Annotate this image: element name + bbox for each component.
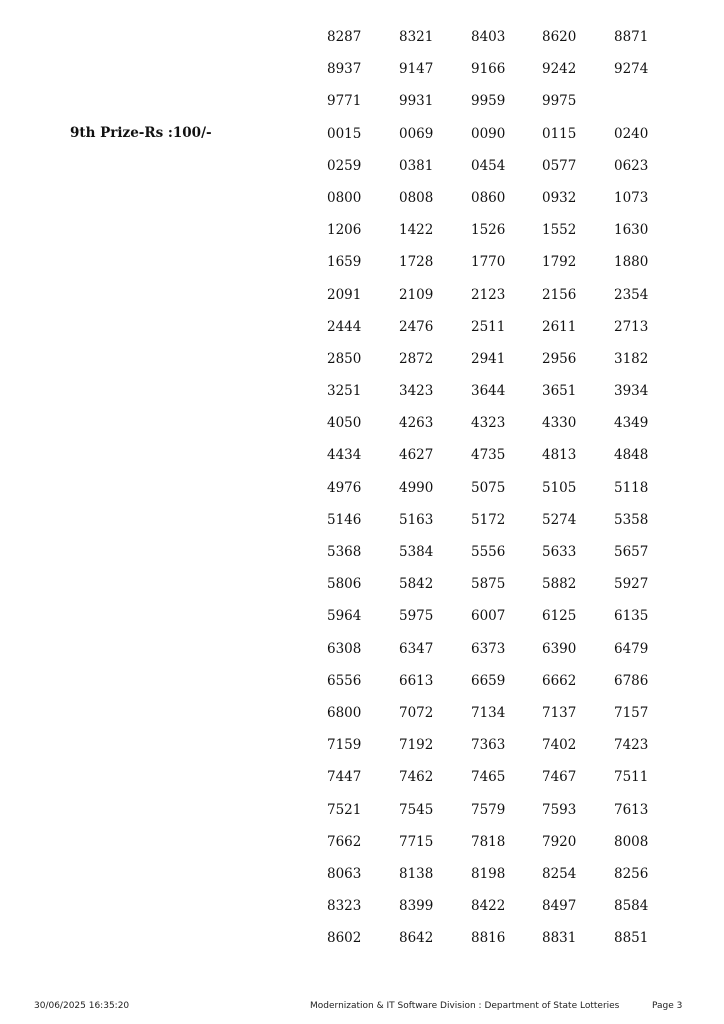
winning-number: 0623 bbox=[614, 157, 649, 174]
number-row bbox=[327, 253, 667, 285]
winning-number: 1659 bbox=[327, 254, 362, 271]
winning-number: 7662 bbox=[327, 833, 362, 850]
winning-number: 7363 bbox=[471, 737, 506, 754]
winning-number: 8323 bbox=[327, 898, 362, 915]
number-row bbox=[327, 60, 667, 92]
winning-number: 1630 bbox=[614, 222, 649, 239]
number-row bbox=[327, 736, 667, 768]
winning-number: 2872 bbox=[399, 350, 434, 367]
winning-number: 2444 bbox=[327, 318, 362, 335]
winning-number: 3644 bbox=[471, 383, 506, 400]
winning-number: 7072 bbox=[399, 704, 434, 721]
winning-number: 8063 bbox=[327, 865, 362, 882]
winning-number: 8871 bbox=[614, 29, 649, 45]
winning-number: 5964 bbox=[327, 608, 362, 625]
winning-number: 6613 bbox=[399, 672, 434, 689]
winning-number: 2354 bbox=[614, 286, 649, 303]
number-row bbox=[327, 640, 667, 672]
number-row bbox=[327, 125, 667, 157]
number-row bbox=[327, 865, 667, 897]
number-row bbox=[327, 768, 667, 800]
winning-number: 0259 bbox=[327, 157, 362, 174]
page-footer bbox=[0, 1000, 724, 1014]
winning-number: 2511 bbox=[471, 318, 506, 335]
winning-number: 7462 bbox=[399, 769, 434, 786]
winning-number: 5882 bbox=[542, 576, 577, 593]
winning-number: 8403 bbox=[471, 29, 506, 45]
winning-number: 2611 bbox=[542, 318, 577, 335]
winning-number: 6135 bbox=[614, 608, 649, 625]
winning-number: 3651 bbox=[542, 383, 577, 400]
winning-number: 7579 bbox=[471, 801, 506, 818]
winning-number: 5975 bbox=[399, 608, 434, 625]
number-row bbox=[327, 318, 667, 350]
winning-number: 0860 bbox=[471, 189, 506, 206]
winning-number: 3251 bbox=[327, 383, 362, 400]
winning-number: 4976 bbox=[327, 479, 362, 496]
winning-number: 9147 bbox=[399, 61, 434, 78]
number-row bbox=[327, 157, 667, 189]
winning-number: 8287 bbox=[327, 29, 362, 45]
winning-number: 1728 bbox=[399, 254, 434, 271]
winning-number: 7818 bbox=[471, 833, 506, 850]
winning-number: 4263 bbox=[399, 415, 434, 432]
winning-number: 4848 bbox=[614, 447, 649, 464]
number-row bbox=[327, 672, 667, 704]
winning-number: 8602 bbox=[327, 930, 362, 947]
winning-number: 6662 bbox=[542, 672, 577, 689]
winning-number: 3934 bbox=[614, 383, 649, 400]
winning-number: 6347 bbox=[399, 640, 434, 657]
winning-number: 1422 bbox=[399, 222, 434, 239]
winning-number: 1526 bbox=[471, 222, 506, 239]
winning-number: 9274 bbox=[614, 61, 649, 78]
winning-number: 4627 bbox=[399, 447, 434, 464]
winning-number: 0015 bbox=[327, 125, 362, 142]
number-row bbox=[327, 382, 667, 414]
footer-timestamp: 30/06/2025 16:35:20 bbox=[34, 1001, 130, 1011]
winning-number: 5657 bbox=[614, 544, 649, 560]
winning-number: 8851 bbox=[614, 930, 649, 947]
winning-number: 5927 bbox=[614, 576, 649, 593]
winning-number: 2956 bbox=[542, 350, 577, 367]
winning-number: 5118 bbox=[614, 479, 649, 496]
winning-number: 7159 bbox=[327, 737, 362, 754]
winning-number: 8138 bbox=[399, 865, 434, 882]
winning-number: 4735 bbox=[471, 447, 506, 464]
number-row bbox=[327, 92, 667, 124]
winning-number: 2941 bbox=[471, 350, 506, 367]
winning-number: 0577 bbox=[542, 157, 577, 174]
winning-number: 4330 bbox=[542, 415, 577, 432]
winning-number: 2476 bbox=[399, 318, 434, 335]
winning-number: 6786 bbox=[614, 672, 649, 689]
number-row bbox=[327, 414, 667, 446]
footer-division: Modernization & IT Software Division : Department of State Lotteries bbox=[310, 1001, 620, 1011]
number-row bbox=[327, 28, 667, 60]
winning-numbers-grid bbox=[327, 28, 667, 961]
winning-number: 8831 bbox=[542, 930, 577, 947]
winning-number: 1770 bbox=[471, 254, 506, 271]
number-row bbox=[327, 221, 667, 253]
winning-number: 6373 bbox=[471, 640, 506, 657]
winning-number: 5806 bbox=[327, 576, 362, 593]
winning-number: 7465 bbox=[471, 769, 506, 786]
number-row bbox=[327, 801, 667, 833]
winning-number: 7423 bbox=[614, 737, 649, 754]
number-row bbox=[327, 575, 667, 607]
winning-number: 7511 bbox=[614, 769, 649, 786]
winning-number: 4349 bbox=[614, 415, 649, 432]
winning-number: 5075 bbox=[471, 479, 506, 496]
winning-number: 6659 bbox=[471, 672, 506, 689]
winning-number: 9931 bbox=[399, 93, 434, 110]
winning-number: 9166 bbox=[471, 61, 506, 78]
number-row bbox=[327, 543, 667, 575]
winning-number: 1206 bbox=[327, 222, 362, 239]
winning-number: 8422 bbox=[471, 898, 506, 915]
winning-number: 7593 bbox=[542, 801, 577, 818]
winning-number: 6125 bbox=[542, 608, 577, 625]
winning-number: 2850 bbox=[327, 350, 362, 367]
winning-number: 0454 bbox=[471, 157, 506, 174]
winning-number: 5556 bbox=[471, 544, 506, 560]
number-row bbox=[327, 286, 667, 318]
winning-number: 5633 bbox=[542, 544, 577, 560]
winning-number: 7715 bbox=[399, 833, 434, 850]
footer-page-number: Page 3 bbox=[652, 1001, 683, 1011]
winning-number: 5842 bbox=[399, 576, 434, 593]
winning-number: 6308 bbox=[327, 640, 362, 657]
number-row bbox=[327, 189, 667, 221]
winning-number: 8816 bbox=[471, 930, 506, 947]
winning-number: 8198 bbox=[471, 865, 506, 882]
winning-number: 2123 bbox=[471, 286, 506, 303]
winning-number: 6479 bbox=[614, 640, 649, 657]
winning-number: 8256 bbox=[614, 865, 649, 882]
winning-number: 7402 bbox=[542, 737, 577, 754]
winning-number: 3423 bbox=[399, 383, 434, 400]
winning-number: 7920 bbox=[542, 833, 577, 850]
number-row bbox=[327, 350, 667, 382]
winning-number: 1552 bbox=[542, 222, 577, 239]
winning-number: 2713 bbox=[614, 318, 649, 335]
winning-number: 1792 bbox=[542, 254, 577, 271]
winning-number: 9959 bbox=[471, 93, 506, 110]
winning-number: 5368 bbox=[327, 544, 362, 560]
winning-number: 4813 bbox=[542, 447, 577, 464]
winning-number: 7137 bbox=[542, 704, 577, 721]
winning-number: 0932 bbox=[542, 189, 577, 206]
number-row bbox=[327, 511, 667, 543]
number-row bbox=[327, 446, 667, 478]
winning-number: 6390 bbox=[542, 640, 577, 657]
winning-number: 9242 bbox=[542, 61, 577, 78]
winning-number: 0800 bbox=[327, 189, 362, 206]
winning-number: 8008 bbox=[614, 833, 649, 850]
winning-number: 7521 bbox=[327, 801, 362, 818]
winning-number: 2156 bbox=[542, 286, 577, 303]
winning-number: 8254 bbox=[542, 865, 577, 882]
winning-number: 8937 bbox=[327, 61, 362, 78]
winning-number: 8620 bbox=[542, 29, 577, 45]
winning-number: 4990 bbox=[399, 479, 434, 496]
number-row bbox=[327, 607, 667, 639]
winning-number: 8497 bbox=[542, 898, 577, 915]
winning-number: 7613 bbox=[614, 801, 649, 818]
winning-number: 7134 bbox=[471, 704, 506, 721]
winning-number: 7157 bbox=[614, 704, 649, 721]
number-row bbox=[327, 929, 667, 961]
winning-number: 7447 bbox=[327, 769, 362, 786]
winning-number: 5274 bbox=[542, 511, 577, 528]
winning-number: 0115 bbox=[542, 125, 577, 142]
winning-number: 5875 bbox=[471, 576, 506, 593]
winning-number: 5146 bbox=[327, 511, 362, 528]
winning-number: 0808 bbox=[399, 189, 434, 206]
number-row bbox=[327, 479, 667, 511]
winning-number: 3182 bbox=[614, 350, 649, 367]
winning-number: 8399 bbox=[399, 898, 434, 915]
winning-number: 5384 bbox=[399, 544, 434, 560]
number-row bbox=[327, 833, 667, 865]
winning-number: 5163 bbox=[399, 511, 434, 528]
winning-number: 4434 bbox=[327, 447, 362, 464]
winning-number: 7545 bbox=[399, 801, 434, 818]
winning-number: 8584 bbox=[614, 898, 649, 915]
winning-number: 5358 bbox=[614, 511, 649, 528]
winning-number: 0090 bbox=[471, 125, 506, 142]
winning-number: 5172 bbox=[471, 511, 506, 528]
winning-number: 6800 bbox=[327, 704, 362, 721]
winning-number: 6556 bbox=[327, 672, 362, 689]
winning-number: 8642 bbox=[399, 930, 434, 947]
winning-number: 5105 bbox=[542, 479, 577, 496]
winning-number: 0381 bbox=[399, 157, 434, 174]
winning-number: 1073 bbox=[614, 189, 649, 206]
winning-number: 0069 bbox=[399, 125, 434, 142]
winning-number: 7467 bbox=[542, 769, 577, 786]
winning-number: 7192 bbox=[399, 737, 434, 754]
prize-label-9th: 9th Prize-Rs :100/- bbox=[70, 125, 212, 141]
winning-number: 6007 bbox=[471, 608, 506, 625]
winning-number: 2109 bbox=[399, 286, 434, 303]
winning-number: 1880 bbox=[614, 254, 649, 271]
winning-number: 4323 bbox=[471, 415, 506, 432]
winning-number: 2091 bbox=[327, 286, 362, 303]
winning-number: 9975 bbox=[542, 93, 577, 110]
winning-number: 8321 bbox=[399, 29, 434, 45]
winning-number: 4050 bbox=[327, 415, 362, 432]
number-row bbox=[327, 897, 667, 929]
winning-number: 0240 bbox=[614, 125, 649, 142]
number-row bbox=[327, 704, 667, 736]
winning-number: 9771 bbox=[327, 93, 362, 110]
